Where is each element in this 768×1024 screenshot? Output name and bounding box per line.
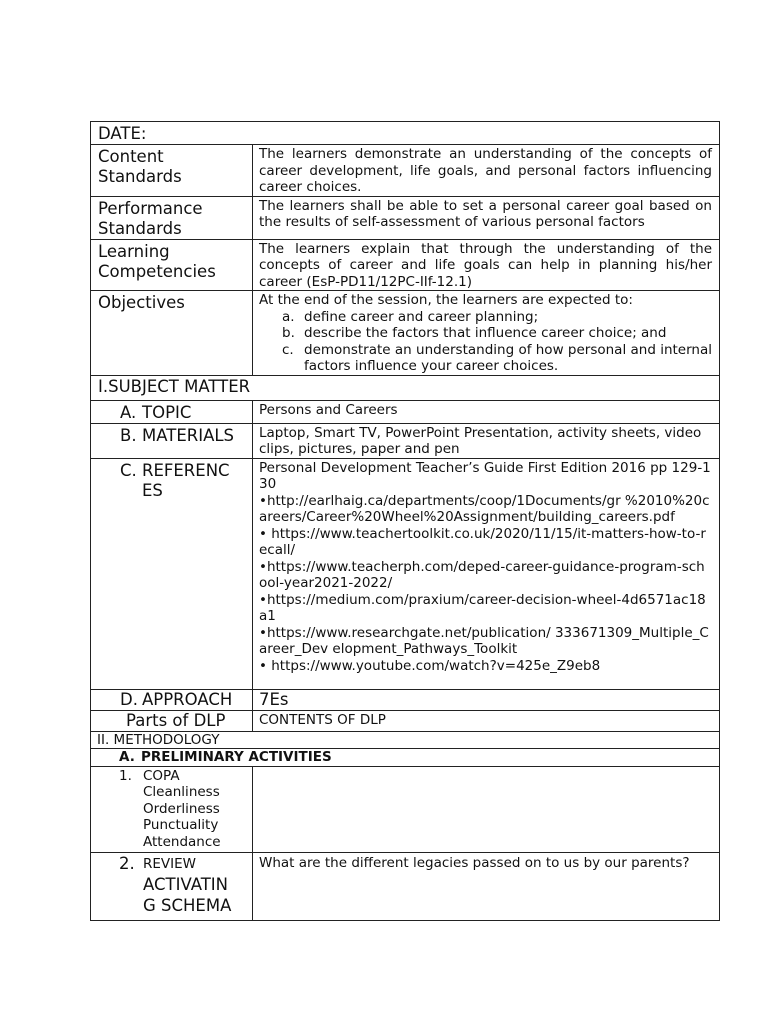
approach-value: 7Es — [259, 689, 289, 709]
performance-standards-row — [91, 196, 720, 239]
objectives-content — [253, 291, 719, 375]
methodology-row — [91, 731, 720, 749]
copa-row — [91, 766, 720, 853]
approach-label: D. APPROACH — [120, 689, 233, 709]
date-row — [91, 122, 720, 145]
preliminary-row — [91, 749, 720, 767]
objectives-row — [91, 291, 720, 376]
materials-label: B. MATERIALS — [120, 425, 235, 445]
topic-row — [91, 400, 720, 423]
preliminary-activities-heading: A. PRELIMINARY ACTIVITIES — [119, 749, 332, 765]
topic-value: Persons and Careers — [259, 401, 398, 418]
topic-label: A. TOPIC — [120, 402, 192, 422]
learning-competencies-row — [91, 239, 720, 291]
references-row — [91, 458, 720, 689]
subject-matter-heading: I.SUBJECT MATTER — [98, 376, 251, 396]
objectives-label: Objectives — [98, 293, 185, 312]
review-label: 2. REVIEW ACTIVATIN G SCHEMA — [119, 854, 232, 915]
reference-item: •https://medium.com/praxium/career-decision-wheel-4d6571ac18a1 — [259, 591, 706, 624]
reference-item: •http://earlhaig.ca/departments/coop/1Documents/gr %2010%20careers/Career%20Wheel%20Assignment/building_careers.pdf — [259, 492, 710, 525]
objectives-list — [259, 309, 712, 375]
review-row — [91, 853, 720, 921]
content-standards-label: Content Standards — [98, 147, 182, 186]
copa-item: Punctuality — [143, 817, 219, 833]
reference-item: •https://www.teacherph.com/deped-career-guidance-program-school-year2021-2022/ — [259, 558, 705, 591]
parts-of-dlp-label: Parts of DLP — [126, 710, 226, 730]
dlp-table — [90, 121, 720, 921]
content-standards-text: The learners demonstrate an understanding of the concepts of career development, life goals, and personal factors influencing career choices. — [259, 146, 712, 195]
copa-item: Attendance — [143, 833, 221, 850]
reference-item: • https://www.teachertoolkit.co.uk/2020/11/15/it-matters-how-to-recall/ — [259, 525, 706, 558]
learning-competencies-text: The learners explain that through the understanding of the concepts of career and life goals can help in planning his/her career (EsP-PD11/12PC-IIf-12.1) — [259, 240, 712, 290]
parts-header-row — [91, 710, 720, 731]
copa-item: Orderliness — [143, 800, 220, 817]
copa-item: Cleanliness — [143, 784, 220, 800]
methodology-heading: II. METHODOLOGY — [97, 731, 220, 748]
contents-of-dlp-label: CONTENTS OF DLP — [259, 711, 386, 728]
materials-value: Laptop, Smart TV, PowerPoint Presentation, activity sheets, video clips, pictures, paper and pen — [259, 424, 702, 457]
content-standards-row — [91, 145, 720, 197]
performance-standards-text: The learners shall be able to set a personal career goal based on the results of self-assessment of various personal factors — [259, 197, 712, 230]
objective-item: b. describe the factors that influence career choice; and — [282, 325, 667, 341]
reference-item: Personal Development Teacher’s Guide First Edition 2016 pp 129-130 — [259, 459, 711, 492]
performance-standards-label: Performance Standards — [98, 198, 203, 238]
date-label: DATE: — [98, 124, 147, 143]
references-list — [253, 459, 719, 675]
objectives-intro: At the end of the session, the learners are expected to: — [259, 292, 633, 308]
learning-competencies-label: Learning Competencies — [98, 241, 216, 281]
references-label: C. REFERENC ES — [120, 460, 230, 500]
copa-list: 1. COPA Cleanliness Orderliness Punctuality Attendance — [91, 767, 252, 853]
subject-matter-row — [91, 375, 720, 400]
approach-row — [91, 689, 720, 710]
copa-item: COPA — [143, 767, 180, 784]
reference-item: • https://www.youtube.com/watch?v=425e_Z9eb8 — [259, 657, 601, 674]
review-content: What are the different legacies passed on to us by our parents? — [259, 855, 690, 871]
objective-item: a. define career and career planning; — [282, 308, 539, 325]
objective-item: c. demonstrate an understanding of how personal and internal factors influence your career choices. — [282, 341, 712, 374]
materials-row — [91, 423, 720, 458]
reference-item: •https://www.researchgate.net/publication/ 333671309_Multiple_Career_Dev elopment_Pathways_Toolkit — [259, 624, 709, 657]
copa-content — [253, 767, 719, 768]
